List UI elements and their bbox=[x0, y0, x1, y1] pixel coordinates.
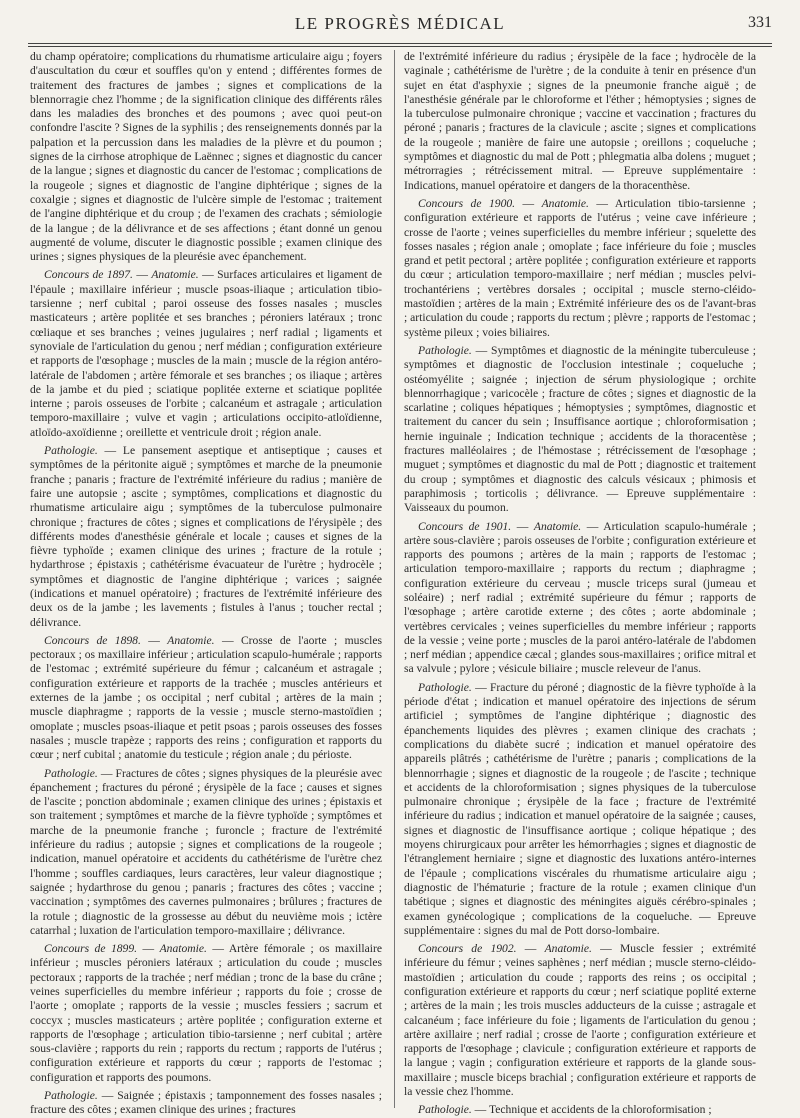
header-rule bbox=[28, 43, 772, 47]
paragraph: Concours de 1902. — Anatomie. — Muscle fessier ; extrémité inférieure du fémur ; veines saphènes ; nerf médian ; muscle sterno-cléido-mastoïdien ; articulation du coude ; rapports des reins ; os occipital ; configuration extérieure et rapports du cœur ; nerf sciatique poplité externe ; artères de la main ; les trois muscles adducteurs de la cuisse ; astragale et calcanéum ; face inférieure du foie ; ligaments de l'articulation du genou ; artère axillaire ; nerf radial ; crosse de l'aorte ; configuration extérieure et rapports de l'œsophage ; clavicule ; configuration extérieure et rapports de la langue ; vagin ; configuration extérieure et rapports de la glande sous-maxillaire ; muscle biceps brachial ; configuration extérieure et rapports de la vessie chez l'homme. bbox=[404, 942, 757, 1099]
paragraph: Pathologie. — Le pansement aseptique et antiseptique ; causes et symptômes de la péritonite aiguë ; symptômes et marche de la pneumonie franche ; panaris ; fracture de l'extrémité inférieure du radius ; manière de faire une autopsie ; ascite ; symptômes, complications et diagnostic du rhumatisme articulaire aigu ; symptômes de la tuberculose pulmonaire chronique ; fractures de côtes ; signes et complications de l'érysipèle ; des différents modes d'anesthésie générale et locale ; causes et signes de la fièvre typhoïde ; examen clinique des urines ; fracture de la rotule ; hydarthrose ; épistaxis ; cathétérisme évacuateur de l'urètre ; hydrocèle ; symptômes et diagnostic de l'angine diphtérique ; varices ; saignée (indications et manuel opératoire) ; fractures de l'extrémité inférieure des deux os de la jambe ; les lavements ; fistules à l'anus ; toucher rectal ; délivrance. bbox=[30, 444, 382, 629]
right-column bbox=[404, 50, 757, 1117]
page-header bbox=[28, 14, 772, 38]
left-column bbox=[30, 50, 383, 1117]
paragraph: Concours de 1900. — Anatomie. — Articulation tibio-tarsienne ; configuration extérieure et rapports de l'utérus ; veine cave inférieure ; crosse de l'aorte ; veines superficielles du membre inférieur ; squelette des fosses nasales ; région anale ; omoplate ; face inférieure du foie ; muscles grand et petit pectoral ; artère poplitée ; configuration extérieure et rapports du cœur ; articulation temporo-maxillaire ; nerf médian ; muscles pelvi-trochantériens ; vertèbres dorsales ; occipital ; muscle sterno-cléido-mastoïdien ; artères de la main ; Extrémité inférieure des os de l'avant-bras ; articulation du coude ; rapports du rectum ; plèvre ; rapports de l'estomac ; système pileux ; voies biliaires. bbox=[404, 196, 756, 339]
paragraph: Pathologie. — Symptômes et diagnostic de la méningite tuberculeuse ; symptômes et diagnostic de l'occlusion intestinale ; coqueluche ; ostéomyélite ; saignée ; injection de sérum physiologique ; orchite blennorrhagique ; varicocèle ; fracture de côtes ; signes et diagnostic de la scarlatine ; coliques hépatiques ; hémoptysies ; symptômes, diagnostic et traitement du cancer du sein ; Insuffisance aortique ; chloroformisation ; hernie inguinale ; Indication technique ; accidents de la thoracentèse ; fractures malléolaires ; de l'hémostase ; rétrécissement de l'œsophage ; muguet ; symptômes et diagnostic du mal de Pott ; diagnostic et traitement du croup ; symptômes et diagnostic des calculs vésicaux ; phimosis et paraphimosis ; torticolis ; délivrance. — Epreuve supplémentaire : Vaisseaux du poumon. bbox=[404, 343, 757, 515]
page-number: 331 bbox=[748, 14, 772, 31]
paragraph: Concours de 1898. — Anatomie. — Crosse de l'aorte ; muscles pectoraux ; os maxillaire inférieur ; articulation scapulo-humérale ; rapports de l'estomac ; extrémité supérieure du fémur ; calcanéum et astragale ; configuration extérieure et rapports de la trachée ; muscles antérieurs et externes de la jambe ; os occipital ; nerf cubital ; artères de la main ; muscle diaphragme ; rapports de la vessie ; muscle sterno-mastoïdien ; omoplate ; muscles psoas-iliaque et petit psoas ; parois osseuses des fosses nasales ; muscle trapèze ; rapports des reins ; configuration et rapports du cœur ; nerf cubital ; anatomie du testicule ; région anale ; du périoste. bbox=[30, 633, 383, 762]
paragraph: Concours de 1899. — Anatomie. — Artère fémorale ; os maxillaire inférieur ; muscles péroniers latéraux ; articulation du coude ; muscles pectoraux ; rapports de la trachée ; nerf médian ; tronc de la base du crâne ; veines superficielles du membre inférieur ; rapports du foie ; crosse de l'aorte ; omoplate ; rapports de la vessie ; muscles fessiers ; sacrum et coccyx ; muscles masticateurs ; artère poplitée ; configuration externe et rapports de l'œsophage ; articulation tibio-tarsienne ; nerf cubital ; artère sous-clavière ; rapports du rein ; rapports du rectum ; rapports de l'utérus ; configuration extérieure et rapports du cœur ; rapports de l'estomac ; configuration et rapports des poumons. bbox=[30, 942, 382, 1084]
paragraph: du champ opératoire; complications du rhumatisme articulaire aigu ; foyers d'auscultation du cœur et souffles qu'on y entend ; différentes formes de traitement des fractures de jambes ; signes et complications de la blennorragie chez l'homme ; de la signification clinique des différents râles dans les maladies des bronches et des poumons ; avec quoi peut-on confondre l'ascite ? Signes de la syphilis ; des renseignements donnés par la palpation et la percussion dans les maladies de la plèvre et du poumon ; signes de la cirrhose atrophique de Laënnec ; signes et diagnostic du cancer de la langue ; signes et diagnostic du cancer de l'estomac ; complications de la rougeole ; signes et diagnostic de l'angine diphtérique ; signes de la coxalgie ; signes et diagnostic de l'ulcère simple de l'estomac ; traitement de l'angine diphtérique et du croup ; de l'examen des crachats ; sémiologie de la langue ; de la délivrance et de ses affections ; étant donné un genou augmenté de volume, discuter le diagnostic possible ; examen clinique des urines ; signes physiques de la pleurésie avec épanchement. bbox=[30, 50, 382, 264]
paragraph: Pathologie. — Technique et accidents de la chloroformisation ; bbox=[418, 1103, 712, 1117]
paragraph: Pathologie. — Saignée ; épistaxis ; tamponnement des fosses nasales ; fracture des côtes ; examen clinique des urines ; fractures bbox=[30, 1089, 383, 1117]
paragraph: Pathologie. — Fractures de côtes ; signes physiques de la pleurésie avec épanchement ; fractures du péroné ; érysipèle de la face ; causes et signes de l'ascite ; ponction abdominale ; examen clinique des urines ; épistaxis et son traitement ; symptômes et marche de la fièvre typhoïde ; symptômes et marche de la pneumonie franche ; furoncle ; fracture de l'extrémité inférieure du radius ; autopsie ; signes et complications de la rougeole ; indication, manuel opératoire et accidents du cathétérisme de l'urètre chez l'homme ; souffles cardiaques, leurs caractères, leur valeur diagnostique ; saignée ; hydarthrose du genou ; panaris ; fractures des côtes ; vaccine ; vaccination ; symptômes des cavernes pulmonaires ; brûlures ; fractures de la rotule ; diagnostic de la grossesse au début du neuvième mois ; ictère catarrhal ; luxation de l'articulation temporo-maxillaire ; délivrance. bbox=[30, 766, 382, 937]
paragraph: de l'extrémité inférieure du radius ; érysipèle de la face ; hydrocèle de la vaginale ; cathétérisme de l'urètre ; de la conduite à tenir en présence d'un sujet en état d'asphyxie ; signes de la pneumonie franche aiguë ; de l'anesthésie générale par le chloroforme et l'éther ; hémoptysies ; signes de la tuberculose pulmonaire chronique ; vaccine et vaccination ; fractures du péroné ; panaris ; fractures de la clavicule ; ascite ; signes et complications de la rougeole ; manière de faire une autopsie ; oreillons ; coqueluche ; symptômes et diagnostic du mal de Pott ; phlegmatia alba dolens ; muguet ; métrorragies ; rétrécissement mitral. — Epreuve supplémentaire : Indications, manuel opératoire et dangers de la thoracenthèse. bbox=[404, 50, 756, 192]
running-title: LE PROGRÈS MÉDICAL bbox=[294, 14, 506, 33]
paragraph: Concours de 1897. — Anatomie. — Surfaces articulaires et ligament de l'épaule ; maxillaire inférieur ; muscle psoas-iliaque ; articulation tibio-tarsienne ; nerf cubital ; paroi osseuse des fosses nasales ; muscles masticateurs ; artère poplitée et ses branches ; péroniers latéraux ; tronc cœliaque et ses branches ; veines jugulaires ; nerf radial ; ligaments et synoviale de l'articulation du genou ; nerf médian ; configuration extérieure et rapports de l'œsophage ; muscles de la main ; muscle de la région antéro-latérale de l'abdomen ; artère fémorale et ses branches ; os iliaque ; artères de la jambe et du pied ; sciatique poplitée externe et sciatique poplitée interne ; parois osseuses de l'orbite ; calcanéum et astragale ; articulation temporo-maxillaire ; vulve et vagin ; articulations occipito-atloïdienne, atloïdo-axoïdienne ; oreillette et ventricule droit ; région anale. bbox=[30, 268, 383, 439]
paragraph: Concours de 1901. — Anatomie. — Articulation scapulo-humérale ; artère sous-clavière ; parois osseuses de l'orbite ; configuration extérieure et rapports des poumons ; artères de la main ; rapports de l'estomac ; articulation temporo-maxillaire ; rapports du rectum ; diaphragme ; configuration extérieure du cerveau ; muscle triceps sural (jumeau et soléaire) ; nerf radial ; extrémité supérieure du fémur ; rapports de l'œsophage ; artère carotide externe ; des côtes ; aorte abdominale ; vertèbres cervicales ; veines superficielles du membre inférieur ; rapports de la vessie ; veine porte ; muscles de la paroi antéro-latérale de l'abdomen ; nerf médian ; appendice cæcal ; glandes sous-maxillaires ; orifice mitral et sa valvule ; pylore ; vésicule biliaire ; muscle releveur de l'anus. bbox=[404, 519, 756, 676]
column-divider bbox=[394, 50, 395, 1108]
paragraph: Pathologie. — Fracture du péroné ; diagnostic de la fièvre typhoïde à la période d'état ; indication et manuel opératoire des injections de sérum artificiel ; symptômes de l'angine diphtérique ; diagnostic des épanchements liquides des plèvres ; examen clinique des crachats ; complications du diabète sucré ; indication et manuel opératoire des appareils plâtrés ; cathétérisme de l'urètre ; panaris ; complications de la blennorrhagie ; signes et diagnostic de la rougeole ; de l'ascite ; technique et accidents de la chloroformisation ; signes physiques de la tuberculose pulmonaire chronique ; érysipèle de la face ; fracture de l'extrémité inférieure du radius ; indication et manuel opératoire de la saignée ; causes, signes et diagnostic de l'insuffisance aortique ; colique hépatique ; des moyens chirurgicaux pour arrêter les hémorrhagies ; signes et diagnostic de l'étranglement herniaire ; signe et diagnostic des luxations antéro-internes de l'épaule ; complications viscérales du rhumatisme articulaire aigu ; diagnostic de l'hématurie ; fracture de la rotule ; examen clinique d'un tabétique ; signes et diagnostic des méningites aiguës cérébro-spinales ; examen gynécologique ; complications de la coqueluche. — Epreuve supplémentaire : signes du mal de Pott dorso-lombaire. bbox=[404, 680, 756, 937]
